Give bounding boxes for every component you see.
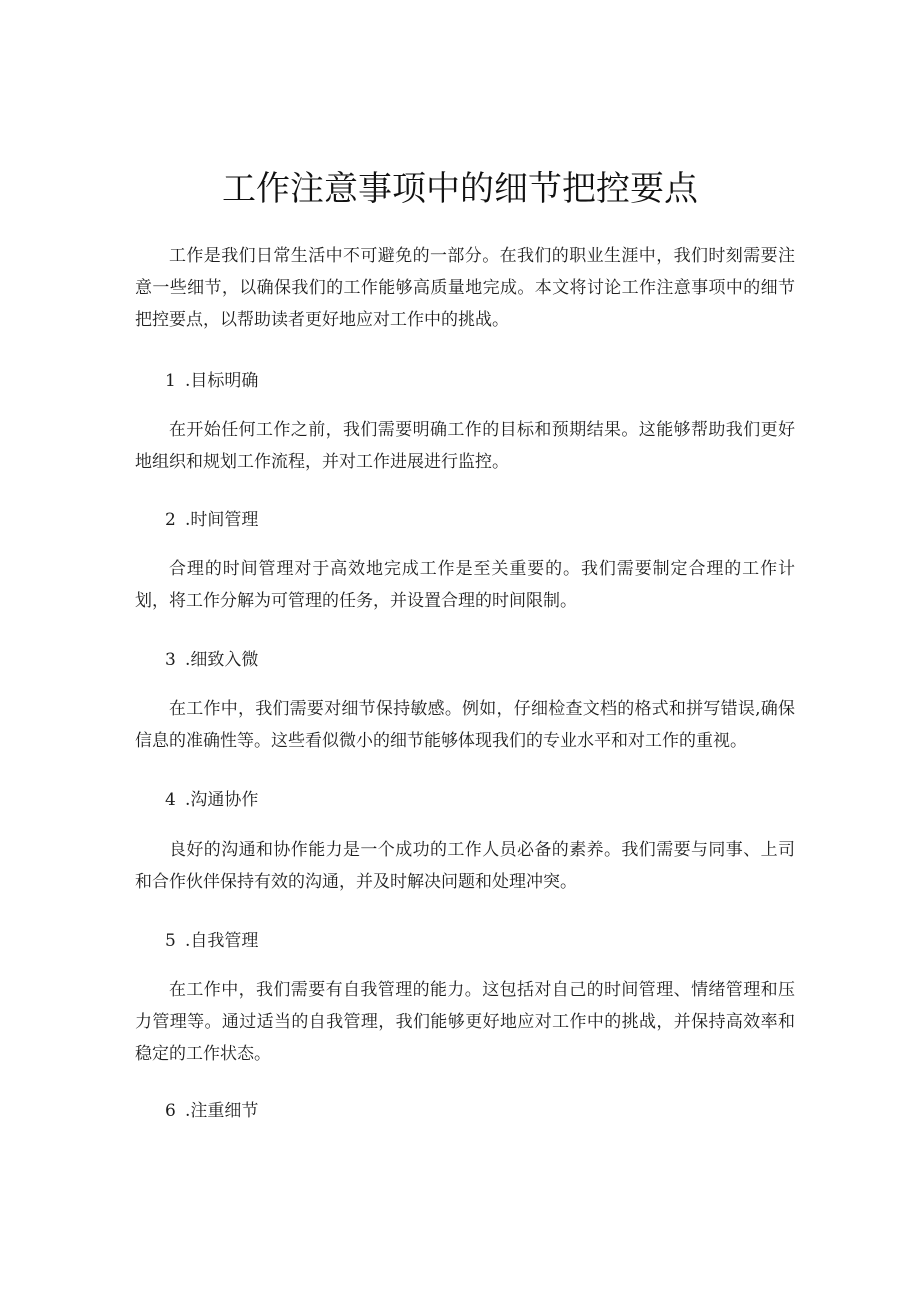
section-heading-6 [165, 1098, 258, 1124]
section-body-1: 在开始任何工作之前，我们需要明确工作的目标和预期结果。这能够帮助我们更好地组织和规划工作流程，并对工作进展进行监控。 [135, 420, 795, 472]
section-title: .时间管理 [185, 510, 259, 530]
section-heading-3 [165, 647, 258, 673]
section-body-5: 在工作中，我们需要有自我管理的能力。这包括对自己的时间管理、情绪管理和压力管理等。通过适当的自我管理，我们能够更好地应对工作中的挑战，并保持高效率和稳定的工作状态。 [135, 980, 795, 1064]
section-number: 3 [165, 650, 176, 670]
section-body-4: 良好的沟通和协作能力是一个成功的工作人员必备的素养。我们需要与同事、上司和合作伙伴保持有效的沟通，并及时解决问题和处理冲突。 [135, 840, 795, 892]
section-number: 5 [165, 931, 176, 951]
section-number: 1 [165, 371, 176, 391]
section-body-3: 在工作中，我们需要对细节保持敏感。例如，仔细检查文档的格式和拼写错误,确保信息的准确性等。这些看似微小的细节能够体现我们的专业水平和对工作的重视。 [135, 699, 795, 751]
section-title: .细致入微 [185, 650, 259, 670]
section-body-2: 合理的时间管理对于高效地完成工作是至关重要的。我们需要制定合理的工作计划，将工作分解为可管理的任务，并设置合理的时间限制。 [135, 559, 795, 611]
section-title: .注重细节 [185, 1101, 259, 1121]
section-heading-4 [165, 787, 258, 813]
intro-paragraph: 工作是我们日常生活中不可避免的一部分。在我们的职业生涯中，我们时刻需要注意一些细节，以确保我们的工作能够高质量地完成。本文将讨论工作注意事项中的细节把控要点，以帮助读者更好地应对工作中的挑战。 [135, 246, 795, 330]
section-title: .目标明确 [185, 371, 259, 391]
section-title: .自我管理 [185, 931, 259, 951]
section-heading-1 [165, 368, 258, 394]
section-heading-2 [165, 507, 258, 533]
document-title: 工作注意事项中的细节把控要点 [222, 169, 698, 209]
section-number: 2 [165, 510, 176, 530]
section-title: .沟通协作 [185, 790, 259, 810]
section-heading-5 [165, 928, 258, 954]
section-number: 4 [165, 790, 176, 810]
section-number: 6 [165, 1101, 176, 1121]
